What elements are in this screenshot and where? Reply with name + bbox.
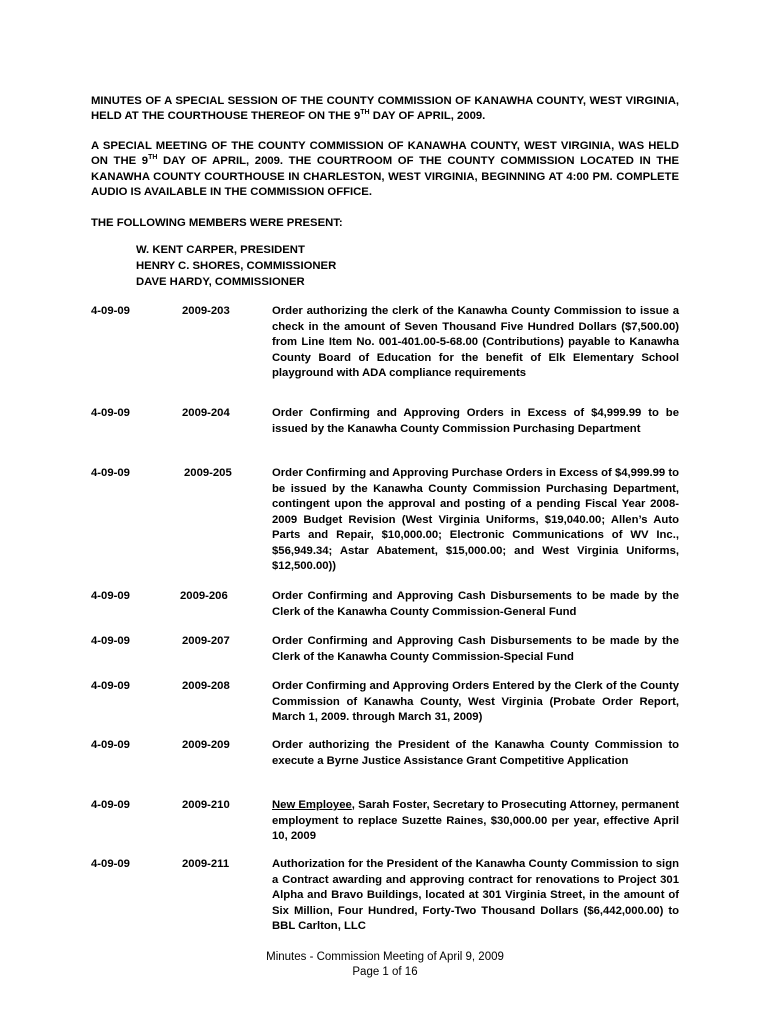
member-name: W. KENT CARPER, PRESIDENT bbox=[136, 244, 305, 256]
minutes-title bbox=[91, 94, 679, 125]
intro-superscript: TH bbox=[148, 154, 158, 162]
footer-meeting-title: Minutes - Commission Meeting of April 9, 2009 bbox=[266, 951, 504, 963]
order-date: 4-09-09 bbox=[91, 799, 130, 811]
order-description: Order Confirming and Approving Cash Disbursements to be made by the Clerk of the Kanawha County Commission-General Fund bbox=[272, 590, 679, 618]
members-list bbox=[136, 242, 336, 290]
minutes-title-part1: MINUTES OF A SPECIAL SESSION OF THE COUNTY COMMISSION OF KANAWHA COUNTY, WEST VIRGINIA, HELD AT THE COURTHOUSE THEREOF ON THE 9 bbox=[91, 95, 679, 123]
page-footer bbox=[0, 950, 770, 980]
order-date: 4-09-09 bbox=[91, 305, 130, 317]
order-number: 2009-203 bbox=[182, 305, 230, 317]
page-number: Page 1 of 16 bbox=[352, 966, 418, 978]
order-description-text: , Sarah Foster, Secretary to Prosecuting Attorney, permanent employment to replace Suzette Raines, $30,000.00 per year, effective April 10, 2009 bbox=[272, 799, 679, 842]
order-heading-underlined: New Employee bbox=[272, 799, 352, 811]
order-date: 4-09-09 bbox=[91, 858, 130, 870]
order-description: Order Confirming and Approving Cash Disbursements to be made by the Clerk of the Kanawha County Commission-Special Fund bbox=[272, 635, 679, 663]
intro-part2: DAY OF APRIL, 2009. THE COURTROOM OF THE COUNTY COMMISSION LOCATED IN THE KANAWHA COUNTY COURTHOUSE IN CHARLESTON, WEST VIRGINIA, BEGINNING AT 4:00 PM. COMPLETE AUDIO IS AVAILABLE IN THE COMMISSION OFFICE. bbox=[91, 155, 679, 199]
order-date: 4-09-09 bbox=[91, 680, 130, 692]
order-description: Order Confirming and Approving Purchase Orders in Excess of $4,999.99 to be issued by the Kanawha County Commission Purchasing Department, contingent upon the approval and posting of a pending Fiscal Year 2008-2009 Budget Revision (West Virginia Uniforms, $19,040.00; Allen’s Auto Parts and Repair, $10,000.00; Electronic Communications of WV Inc., $56,949.34; Astar Abatement, $15,000.00; and West Virginia Uniforms, $12,500.00)) bbox=[272, 467, 680, 572]
order-number: 2009-205 bbox=[184, 467, 232, 479]
member-name: HENRY C. SHORES, COMMISSIONER bbox=[136, 260, 337, 272]
order-number: 2009-208 bbox=[182, 680, 230, 692]
members-heading: THE FOLLOWING MEMBERS WERE PRESENT: bbox=[91, 217, 343, 229]
order-description: Order Confirming and Approving Orders Entered by the Clerk of the County Commission of Kanawha County, West Virginia (Probate Order Report, March 1, 2009. through March 31, 2009) bbox=[272, 680, 679, 723]
order-number: 2009-207 bbox=[182, 635, 230, 647]
minutes-title-part2: DAY OF APRIL, 2009. bbox=[369, 110, 486, 123]
order-number: 2009-209 bbox=[182, 739, 230, 751]
order-number: 2009-204 bbox=[182, 407, 230, 419]
order-description bbox=[272, 798, 679, 845]
order-date: 4-09-09 bbox=[91, 635, 130, 647]
member-name: DAVE HARDY, COMMISSIONER bbox=[136, 276, 305, 288]
order-description: Order Confirming and Approving Orders in Excess of $4,999.99 to be issued by the Kanawha County Commission Purchasing Department bbox=[272, 407, 679, 435]
meeting-intro-paragraph bbox=[91, 139, 679, 201]
order-number: 2009-211 bbox=[182, 858, 230, 870]
order-date: 4-09-09 bbox=[91, 590, 130, 602]
order-number: 2009-210 bbox=[182, 799, 230, 811]
order-number: 2009-206 bbox=[180, 590, 228, 602]
intro-part1: A SPECIAL MEETING OF THE COUNTY COMMISSION OF KANAWHA COUNTY, WEST VIRGINIA, WAS HELD ON THE 9 bbox=[91, 140, 679, 168]
minutes-title-superscript: TH bbox=[360, 109, 370, 117]
order-description: Authorization for the President of the Kanawha County Commission to sign a Contract awarding and approving contract for renovations to Project 301 Alpha and Bravo Buildings, located at 301 Virginia Street, in the amount of Six Million, Four Hundred, Forty-Two Thousand Dollars ($6,442,000.00) to BBL Carlton, LLC bbox=[272, 858, 679, 932]
order-description: Order authorizing the President of the Kanawha County Commission to execute a Byrne Justice Assistance Grant Competitive Application bbox=[272, 739, 679, 767]
order-date: 4-09-09 bbox=[91, 407, 130, 419]
order-description: Order authorizing the clerk of the Kanawha County Commission to issue a check in the amount of Seven Thousand Five Hundred Dollars ($7,500.00) from Line Item No. 001-401.00-5-68.00 (Contributions) payable to Kanawha County Board of Education for the benefit of Elk Elementary School playground with ADA compliance requirements bbox=[272, 305, 679, 379]
order-date: 4-09-09 bbox=[91, 739, 130, 751]
order-date: 4-09-09 bbox=[91, 467, 130, 479]
